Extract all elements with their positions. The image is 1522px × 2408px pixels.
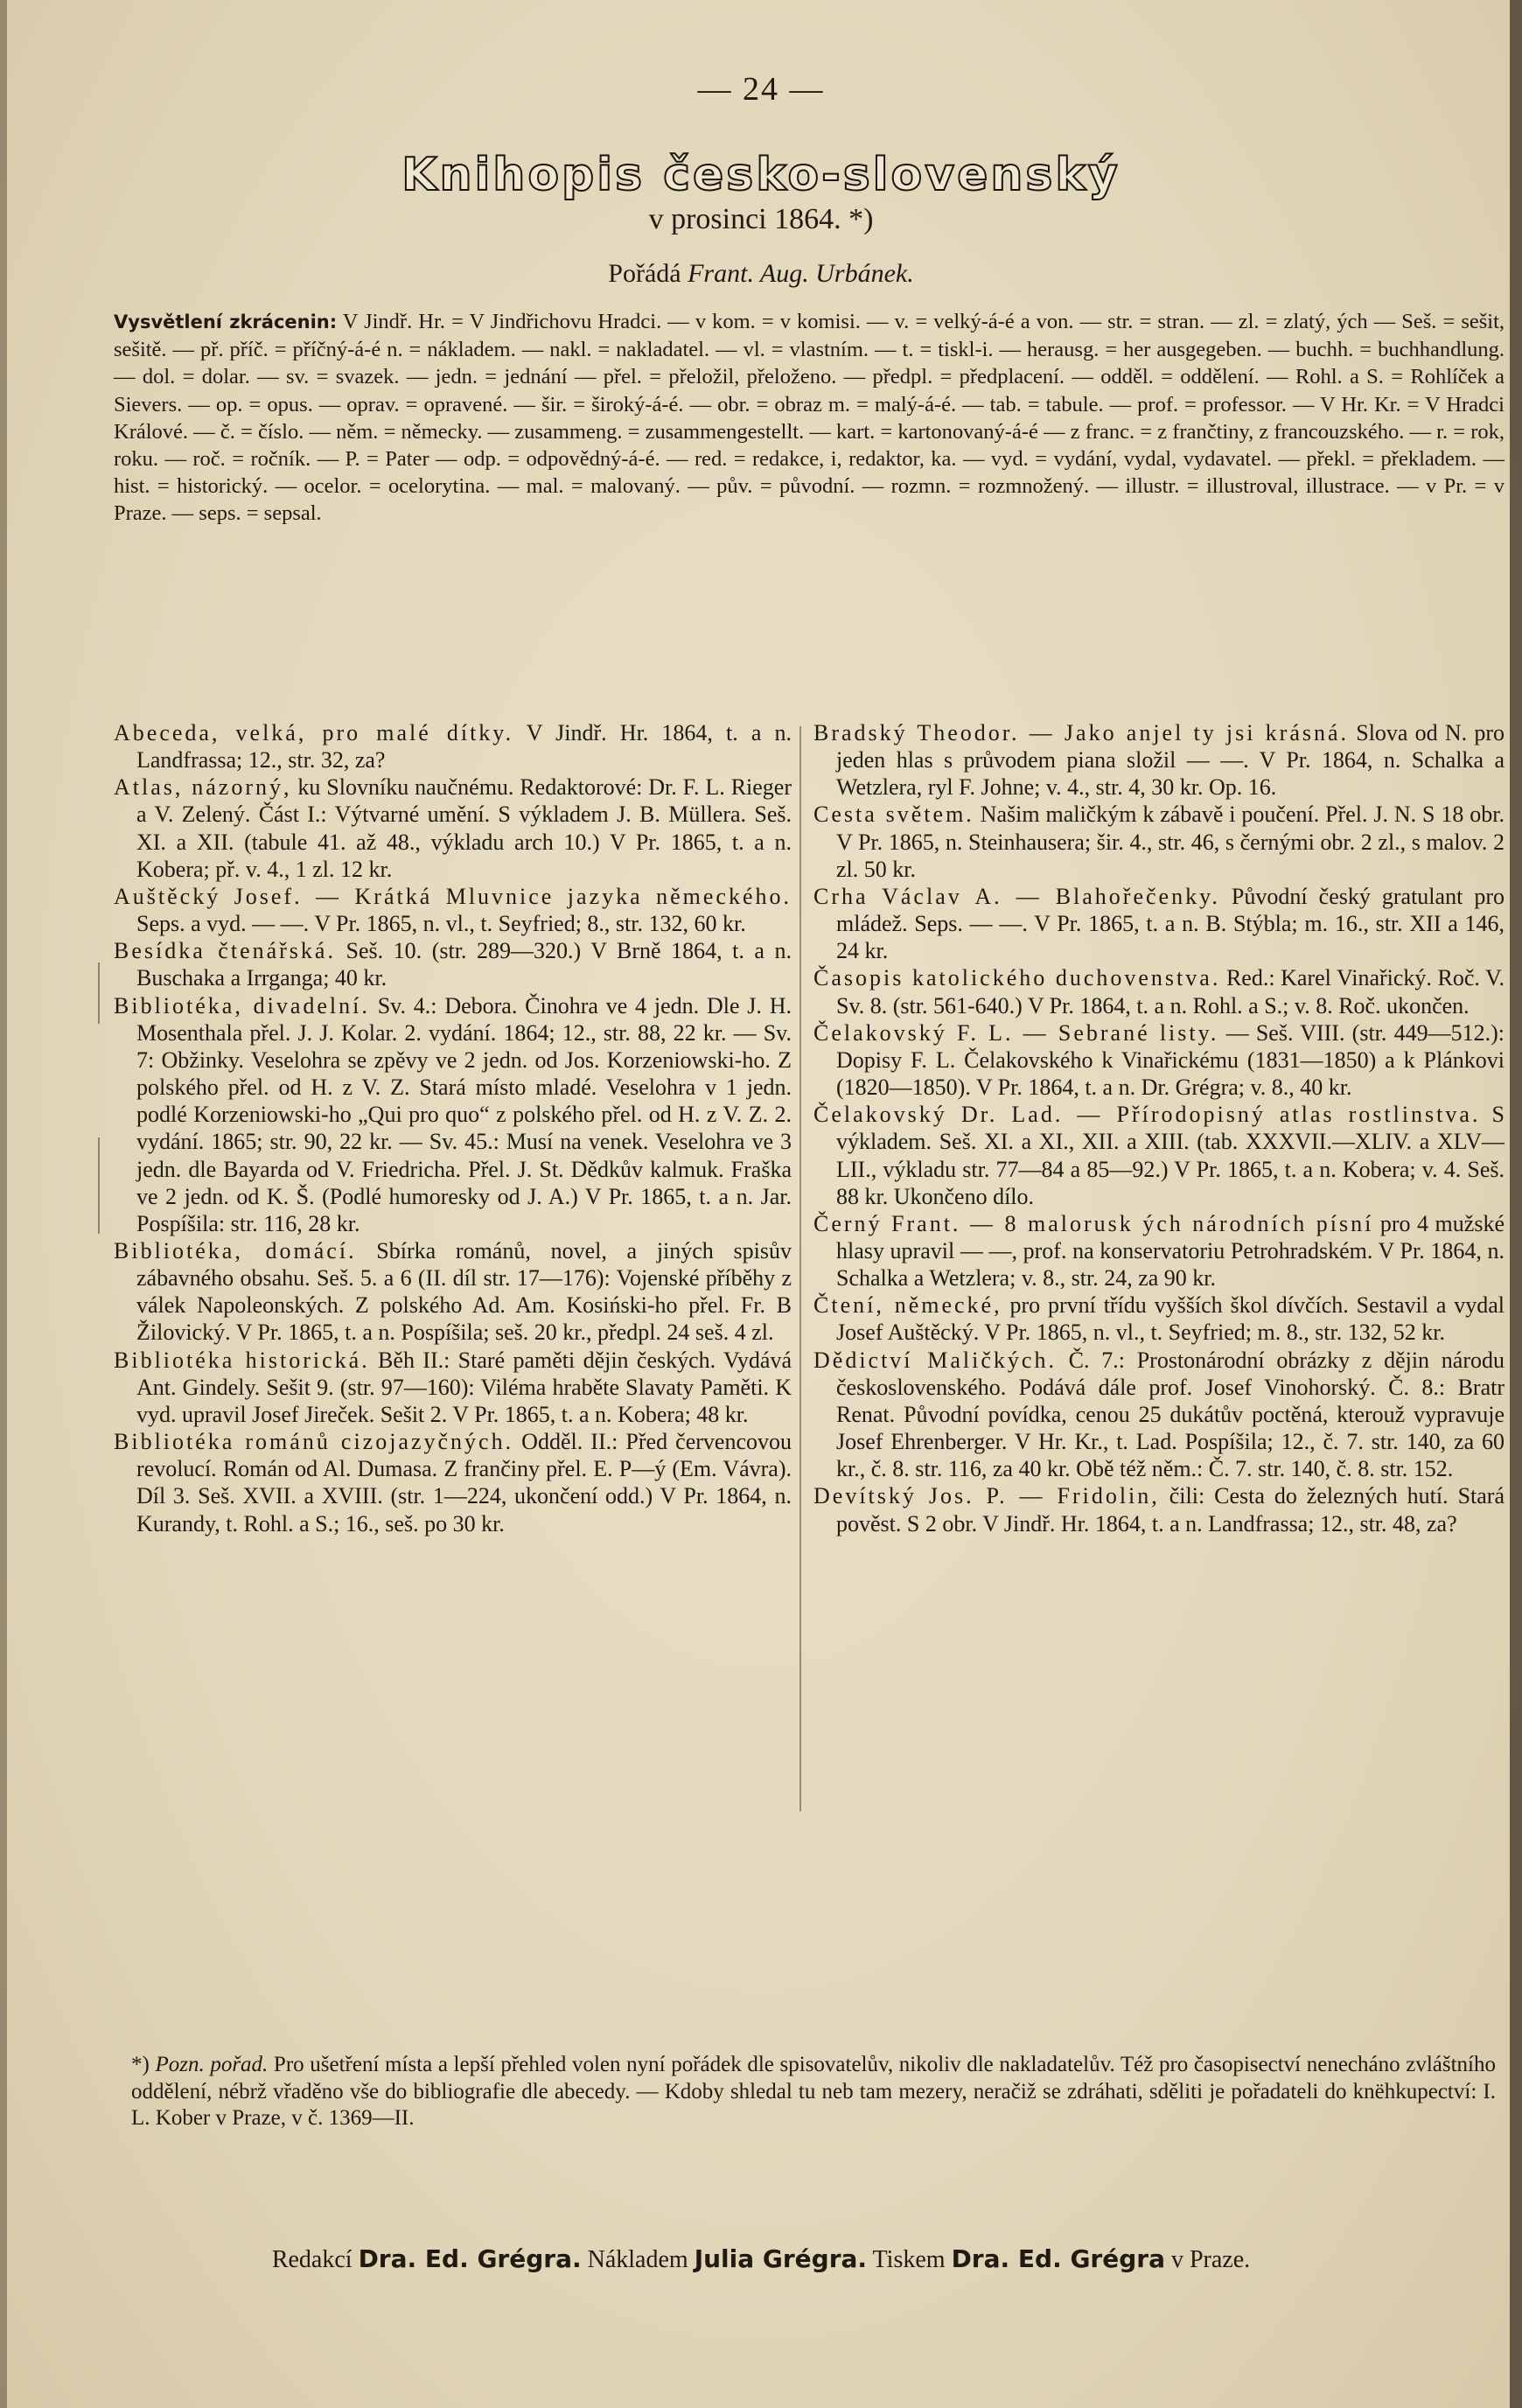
entry-text: ku Slovníku naučnému. Redaktorové: Dr. F. L. Rieger a V. Zelený. Část I.: Výtvarné umění. S výkladem J. B. Müllera. Seš. XI. a XII. (tabule 41. až 48., výkladu arch 10.) V Pr. 1865, t. a n. Kobera; př. v. 4., 1 zl. 12 kr. [136, 774, 792, 882]
entry-text: Slova od N. pro jeden hlas s průvodem piana složil — —. V Pr. 1864, n. Schalka a Wetzlera, ryl F. Johne; v. 4., str. 4, 30 kr. Op. 16. [836, 720, 1505, 801]
binding-edge-left [0, 0, 7, 2408]
entry-text: Seš. 10. (str. 289—320.) V Brně 1864, t. a n. Buschaka a Irrganga; 40 kr. [136, 938, 792, 991]
entry-head: Besídka čtenářská. [114, 938, 336, 964]
binding-edge-right [1510, 0, 1522, 2408]
page-title: Knihopis česko-slovenský [401, 149, 1121, 201]
entry-text: S výkladem. Seš. XI. a XI., XII. a XIII. (tab. XXXVII.—XLIV. a XLV—LII., výkladu str. 77—84 a 85—92.) V Pr. 1865, t. a n. Kobera; v. 4. Seš. 88 kr. Ukončeno dílo. [836, 1102, 1505, 1209]
entry-head: Dědictví Maličkých. [813, 1347, 1057, 1373]
footnote-label: Pozn. pořad. [155, 2053, 269, 2076]
entry-text: V Jindř. Hr. 1864, t. a n. Landfrassa; 12., str. 32, za? [136, 720, 792, 774]
entry-head: Cesta světem. [813, 802, 974, 828]
list-item [114, 1237, 792, 1347]
entry-text: Sbírka románů, novel, a jiných spisův zábavného obsahu. Seš. 5. a 6 (II. díl str. 17—176): Vojenské příběhy z válek Napoleonských. Z polského Ad. Am. Kosiński-ho přel. Fr. B Žilovický. V Pr. 1865, t. a n. Pospíšila; seš. 20 kr., předpl. 24 seš. 4 zl. [136, 1237, 792, 1346]
editor-prefix: Pořádá [608, 259, 681, 288]
footnote-marker: *) [131, 2053, 150, 2076]
abbreviations-block [114, 308, 1505, 528]
list-item [813, 1292, 1505, 1346]
entry-head: Černý Frant. — 8 malorusk ých národních písní [813, 1210, 1374, 1236]
list-item [813, 883, 1505, 964]
editor-line [0, 259, 1522, 289]
entry-head: Čelakovský Dr. Lad. — Přírodopisný atlas rostlinstva. [813, 1102, 1481, 1128]
list-item [114, 883, 792, 937]
entry-text: čili: Cesta do železných hutí. Stará pověst. S 2 obr. V Jindř. Hr. 1864, t. a n. Landfrassa; 12., str. 48, za? [836, 1483, 1505, 1536]
entry-head: Devítský Jos. P. — Fridolin, [813, 1483, 1160, 1509]
entry-text: Seps. a vyd. — —. V Pr. 1865, n. vl., t. Seyfried; 8., str. 132, 60 kr. [136, 911, 746, 937]
imprint-editor-prefix: Redakcí [271, 2246, 353, 2273]
list-item [813, 1210, 1505, 1292]
left-column [114, 719, 792, 1537]
entry-head: Bibliotéka historická. [114, 1347, 370, 1373]
imprint [0, 2244, 1522, 2274]
entry-text: Odděl. II.: Před červencovou revolucí. Román od Al. Dumasa. Z frančiny přel. E. P—ý (Em. Vávra). Díl 3. Seš. XVII. a XVIII. (str. 1—224, ukončení odd.) V Pr. 1864, n. Kurandy, t. Rohl. a S.; 16., seš. po 30 kr. [136, 1429, 792, 1536]
entry-text: Red.: Karel Vinařický. Roč. V. Sv. 8. (str. 561-640.) V Pr. 1864, t. a n. Rohl. a S.; v. 8. Roč. ukončen. [836, 965, 1505, 1018]
entry-head: Čtení, německé, [813, 1292, 1002, 1319]
editor-name: Frant. Aug. Urbánek. [688, 259, 914, 288]
list-item [813, 1482, 1505, 1536]
entry-head: Bibliotéka, divadelní. [114, 992, 370, 1018]
entry-head: Abeceda, velká, pro malé dítky. [114, 720, 514, 746]
entry-text: pro první třídu vyšších škol dívčích. Sestavil a vydal Josef Auštěcký. V Pr. 1865, n. vl., t. Seyfried; m. 8., str. 132, 52 kr. [836, 1292, 1505, 1346]
margin-mark [98, 1138, 100, 1234]
imprint-publisher-prefix: Nákladem [587, 2246, 688, 2273]
entry-text: Č. 7.: Prostonárodní obrázky z dějin národu československého. Podává dále prof. Josef Vinohorský. Č. 8.: Bratr Renat. Původní povídka, cenou 25 dukátův poctěná, kterouž vypravuje Josef Ehrenberger. V Hr. Kr., t. Lad. Pospíšila; 12., č. 7. str. 140, za 60 kr., č. 8. str. 116, za 40 kr. Obě též něm.: Č. 7. str. 140, č. 8. str. 152. [836, 1347, 1505, 1482]
footnote [131, 2052, 1496, 2132]
entry-text: Sv. 4.: Debora. Činohra ve 4 jedn. Dle J. H. Mosenthala přel. J. J. Kolar. 2. vydání. 1864; 12., str. 88, 22 kr. — Sv. 7: Obžinky. Veselohra se zpěvy ve 2 jedn. od Jos. Korzeniowski-ho. Z polského přel. od H. z V. Z. Stará místo mladé. Veselohra v 1 jedn. podlé Korzeniowski-ho „Qui pro quo“ z polského přel. od H. z V. Z. 2. vydání. 1865; str. 90, 22 kr. — Sv. 45.: Musí na venek. Veselohra ve 3 jedn. dle Bayarda od V. Friedricha. Přel. J. St. Dědkův kalmuk. Fraška ve 2 jedn. od K. Š. (Podlé humoresky od J. A.) V Pr. 1865, t. a n. Jar. Pospíšila: str. 116, 28 kr. [136, 992, 792, 1236]
imprint-editor: Dra. Ed. Grégra. [358, 2244, 582, 2273]
list-item [114, 1347, 792, 1428]
entry-head: Bradský Theodor. — Jako anjel ty jsi krásná. [813, 720, 1350, 746]
imprint-publisher: Julia Grégra. [694, 2244, 868, 2273]
abbreviations-label: Vysvětlení zkrácenin: [114, 312, 338, 332]
list-item [114, 719, 792, 774]
list-item [114, 937, 792, 991]
entry-text: Našim maličkým k zábavě i poučení. Přel. J. N. S 18 obr. V Pr. 1865, n. Steinhausera; šir. 4., str. 46, s černými obr. 2 zl., s malov. 2 zl. 50 kr. [836, 802, 1505, 882]
entry-head: Auštěcký Josef. — Krátká Mluvnice jazyka německého. [114, 883, 792, 909]
imprint-place: v Praze. [1170, 2246, 1251, 2273]
entry-text: — Seš. VIII. (str. 449—512.): Dopisy F. L. Čelakovského k Vinařickému (1831—1850) a k Plánkovi (1820—1850). V Pr. 1864, t. a n. Dr. Grégra; v. 8., 40 kr. [836, 1019, 1505, 1101]
column-divider [799, 726, 801, 1811]
entry-head: Čelakovský F. L. — Sebrané listy. [813, 1019, 1219, 1046]
entry-head: Bibliotéka románů cizojazyčných. [114, 1429, 514, 1455]
list-item [114, 1428, 792, 1537]
page-number: — 24 — [697, 71, 825, 108]
entry-head: Atlas, názorný, [114, 774, 292, 801]
list-item [813, 1101, 1505, 1210]
list-item [813, 719, 1505, 801]
entry-text: Původní český gratulant pro mládež. Seps. — —. V Pr. 1865, t. a n. B. Stýbla; m. 16., str. XII a 146, 24 kr. [836, 883, 1505, 964]
imprint-printer-prefix: Tiskem [872, 2246, 946, 2273]
list-item [114, 992, 792, 1237]
list-item [813, 801, 1505, 882]
entry-head: Bibliotéka, domácí. [114, 1237, 357, 1264]
entry-text: pro 4 mužské hlasy upravil — —, prof. na konservatoriu Petrohradském. V Pr. 1864, n. Schalka a Wetzlera; v. 8., str. 24, za 90 kr. [836, 1210, 1505, 1292]
imprint-printer: Dra. Ed. Grégra [951, 2244, 1165, 2273]
list-item [813, 964, 1505, 1018]
right-column [813, 719, 1505, 1537]
entry-head: Časopis katolického duchovenstva. [813, 965, 1221, 991]
list-item [813, 1347, 1505, 1483]
entry-head: Crha Václav A. — Blahořečenky. [813, 883, 1220, 909]
entry-text: Běh II.: Staré paměti dějin českých. Vydává Ant. Gindely. Sešit 9. (str. 97—160): Viléma hraběte Slavaty Paměti. K vyd. upravil Josef Jireček. Sešit 2. V Pr. 1865, t. a n. Kobera; 48 kr. [136, 1347, 792, 1427]
footnote-text: Pro ušetření místa a lepší přehled volen nyní pořádek dle spisovatelův, nikoliv dle nakladatelův. Též pro časopisectví nenecháno zvláštního oddělení, nébrž vřaděno vše do bibliografie dle abecedy. — Kdoby shledal tu neb tam mezery, neračiž se zdráhati, sděliti je pořadateli do knëhkupectví: I. L. Kober v Praze, v č. 1369—II. [131, 2053, 1497, 2130]
margin-mark [98, 962, 100, 1024]
list-item [813, 1019, 1505, 1101]
abbreviations-text: V Jindř. Hr. = V Jindřichovu Hradci. — v kom. = v komisi. — v. = velký-á-é a von. — str. = stran. — zl. = zlatý, ých — Seš. = sešit, sešitě. — př. příč. = příčný-á-é n. = nákladem. — nakl. = nakladatel. — vl. = vlastním. — t. = tiskl-i. — herausg. = her ausgegeben. — buchh. = buchhandlung. — dol. = dolar. — sv. = svazek. — jedn. = jednání — přel. = přeložil, přeloženo. — předpl. = předplacení. — odděl. = oddělení. — Rohl. a S. = Rohlíček a Sievers. — op. = opus. — oprav. = opravené. — šir. = široký-á-é. — obr. = obraz m. = malý-á-é. — tab. = tabule. — prof. = professor. — V Hr. Kr. = V Hradci Králové. — č. = číslo. — něm. = německy. — zusammeng. = zusammengestellt. — kart. = kartonovaný-á-é — z franc. = z frančtiny, z francouzského. — r. = rok, roku. — roč. = ročník. — P. = Pater — odp. = odpovědný-á-é. — red. = redakce, i, redaktor, ka. — vyd. = vydání, vydal, vydavatel. — překl. = překladem. — hist. = historický. — ocelor. = ocelorytina. — mal. = malovaný. — pův. = původní. — rozmn. = rozmnožený. — illustr. = illustroval, illustrace. — v Pr. = v Praze. — seps. = sepsal. [114, 310, 1505, 526]
list-item [114, 774, 792, 883]
subtitle: v prosinci 1864. *) [648, 203, 874, 235]
